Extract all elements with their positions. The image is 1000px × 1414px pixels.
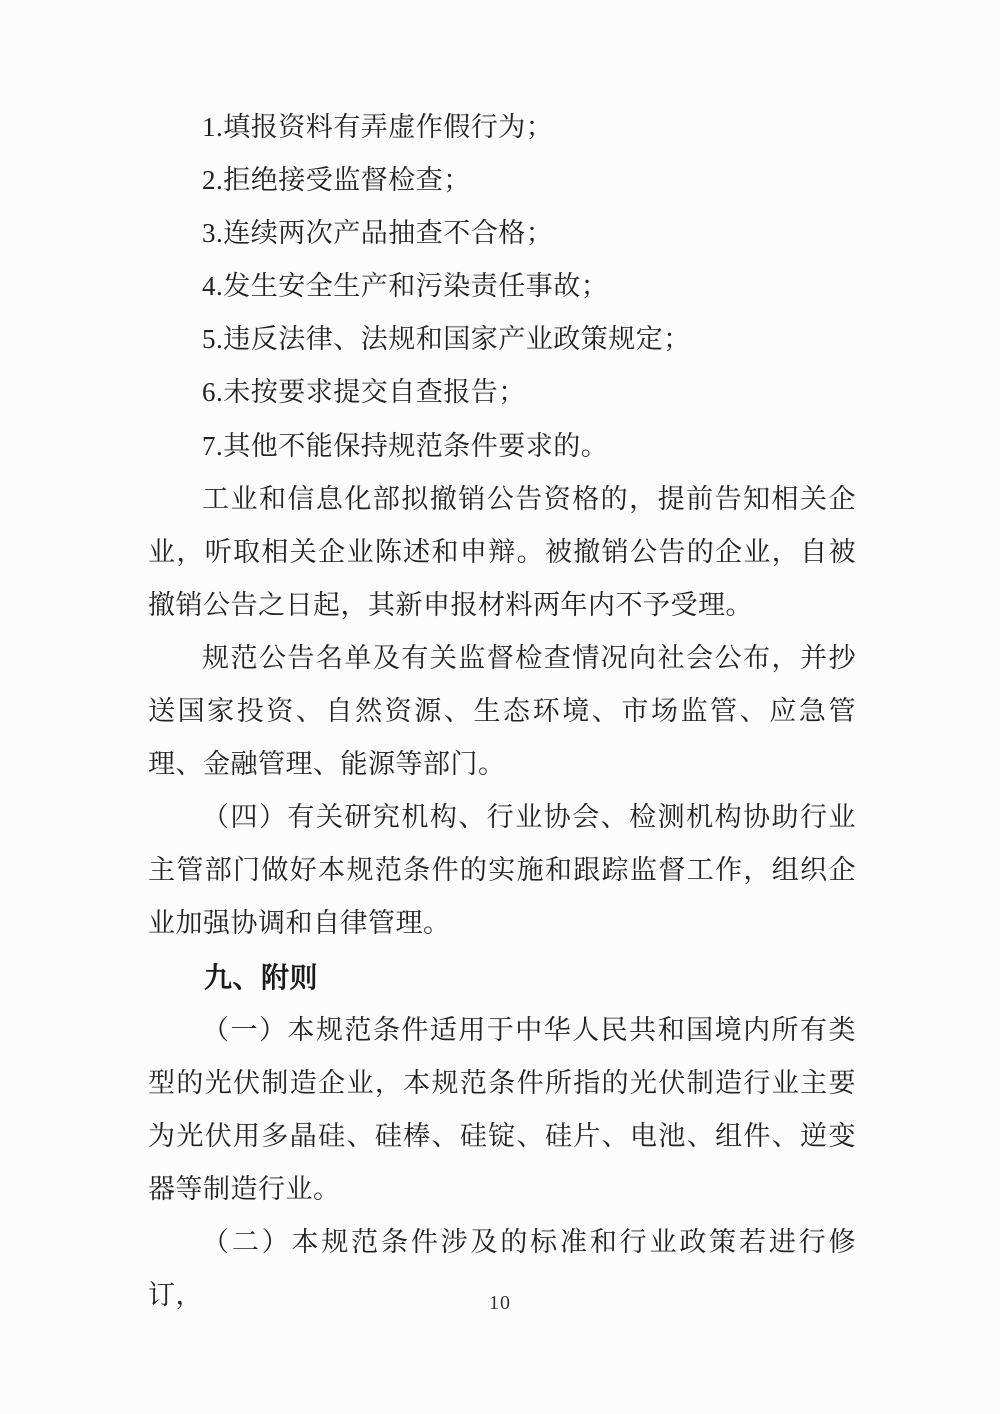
list-item-1: 1.填报资料有弄虚作假行为； (202, 112, 554, 142)
paragraph-item-two: （二）本规范条件涉及的标准和行业政策若进行修订， (148, 1226, 856, 1311)
list-item-7: 7.其他不能保持规范条件要求的。 (202, 430, 609, 461)
paragraph-revocation-notice: 工业和信息化部拟撤销公告资格的，提前告知相关企业，听取相关企业陈述和申辩。被撤销公告的企业，自被撤销公告之日起，其新申报材料两年内不予受理。 (148, 483, 856, 620)
page-number: 10 (489, 1292, 511, 1314)
list-item-5: 5.违反法律、法规和国家产业政策规定； (202, 324, 691, 355)
list-item-4: 4.发生安全生产和污染责任事故； (202, 271, 609, 302)
section-heading: 九、附则 (204, 961, 319, 993)
paragraph-item-one: （一）本规范条件适用于中华人民共和国境内所有类型的光伏制造企业，本规范条件所指的光伏制造行业主要为光伏用多晶硅、硅棒、硅锭、硅片、电池、组件、逆变器等制造行业。 (148, 1014, 856, 1204)
list-item-3: 3.连续两次产品抽查不合格； (202, 218, 554, 249)
list-item-2: 2.拒绝接受监督检查； (202, 165, 471, 196)
paragraph-public-announcement: 规范公告名单及有关监督检查情况向社会公布，并抄送国家投资、自然资源、生态环境、市场监管、应急管理、金融管理、能源等部门。 (148, 642, 856, 780)
document-content (148, 101, 856, 1322)
paragraph-item-four: （四）有关研究机构、行业协会、检测机构协助行业主管部门做好本规范条件的实施和跟踪监督工作，组织企业加强协调和自律管理。 (148, 802, 856, 939)
list-item-6: 6.未按要求提交自查报告； (202, 377, 526, 408)
